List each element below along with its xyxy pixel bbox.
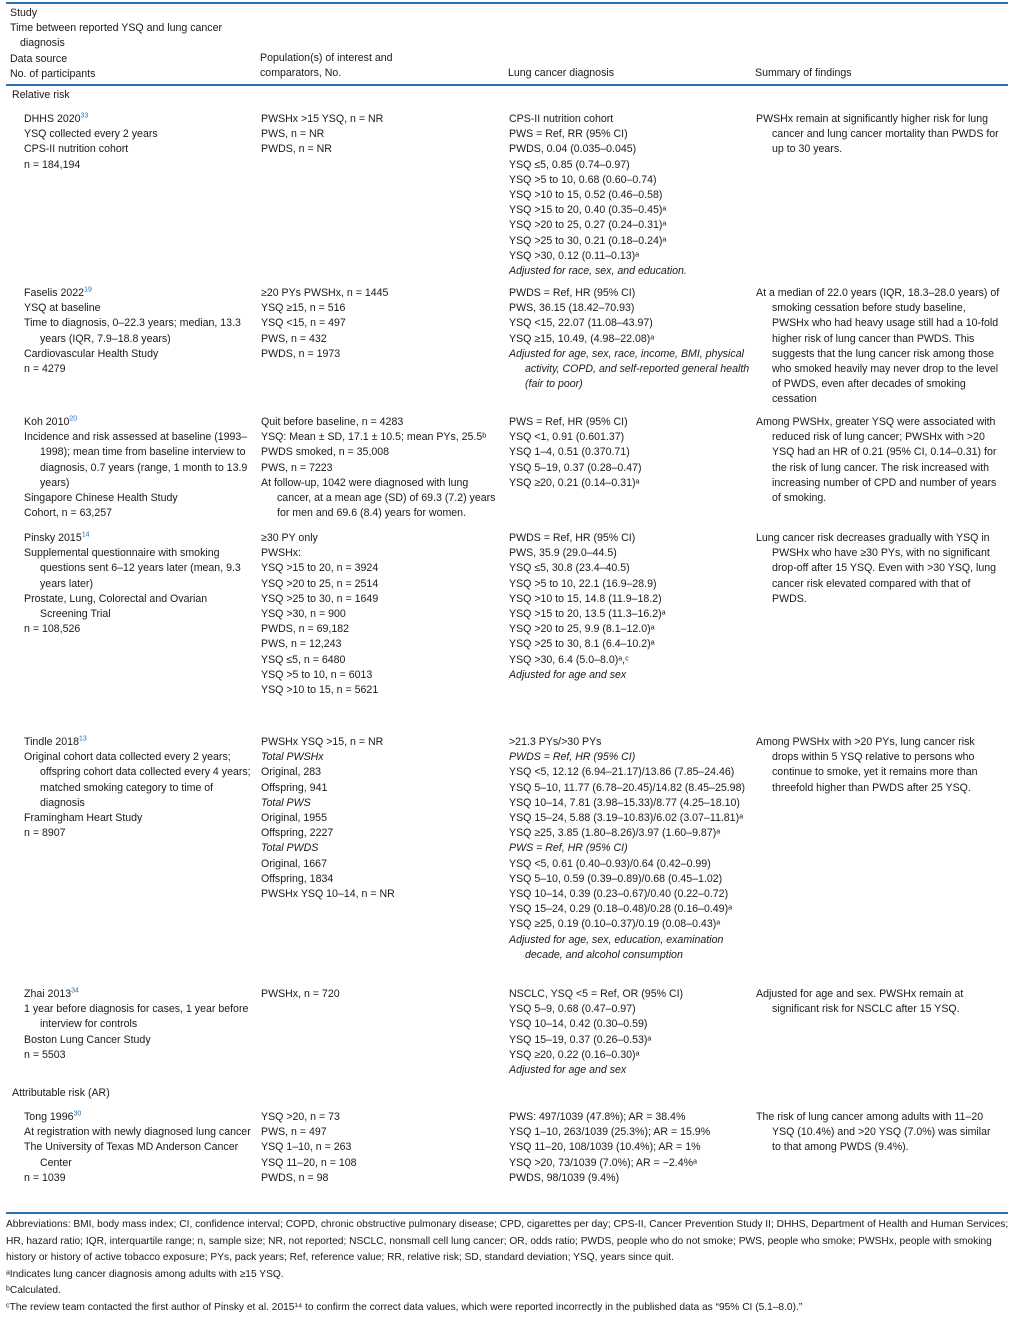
summary-cell-line: Adjusted for age and sex. PWSHx remain at significant risk for NSCLC after 15 YSQ. (756, 988, 964, 1016)
population-cell (261, 531, 501, 698)
summary-cell (756, 735, 1001, 796)
diagnosis-cell-line: YSQ 5–10, 11.77 (6.78–20.45)/14.82 (8.45–25.98) (509, 781, 745, 794)
diagnosis-cell-line: YSQ 11–20, 108/1039 (10.4%); AR = 1% (509, 1141, 701, 1154)
population-cell-line: YSQ >25 to 30, n = 1649 (261, 592, 379, 605)
study-reference[interactable]: 30 (73, 1110, 82, 1118)
study-reference[interactable]: 19 (84, 286, 92, 294)
diagnosis-cell-line: Adjusted for age and sex (509, 1064, 627, 1077)
study-name (24, 1110, 254, 1125)
summary-cell (756, 286, 1001, 408)
population-cell-line: PWS, n = 12,243 (261, 638, 342, 651)
population-cell-line: PWDS smoked, n = 35,008 (261, 446, 390, 459)
header-study: Study (10, 7, 38, 19)
diagnosis-cell-line: YSQ 5–10, 0.59 (0.39–0.89)/0.68 (0.45–1.02) (509, 872, 723, 885)
population-cell-line: YSQ <15, n = 497 (261, 317, 346, 330)
summary-cell (756, 531, 1001, 607)
footnote-rule (6, 1212, 1008, 1214)
diagnosis-cell-line: Adjusted for age and sex (509, 668, 627, 681)
diagnosis-cell (509, 987, 751, 1078)
diagnosis-cell-line: NSCLC, YSQ <5 = Ref, OR (95% CI) (509, 988, 684, 1000)
footnote-abbreviations: Abbreviations: BMI, body mass index; CI, confidence interval; COPD, chronic obstructive pulmonary disease; CPD, cigarettes per day; CPS-II, Cancer Prevention Study II; DHHS, Department of Health and Human Services; HR, hazard ratio; IQR, interquartile range; n, sample size; NR, not reported; NSCLC, nonsmall cell lung cancer; OR, odds ratio; PWDS, people who do not smoke; PWS, people who smoke; PWSHx, people with smoking history or history of active tobacco exposure; PYs, pack years; Ref, reference value; RR, relative risk; SD, standard deviation; YSQ, years since quit. (6, 1219, 1009, 1264)
header-time-line1: Time between reported YSQ and lung cancer (10, 22, 222, 35)
diagnosis-cell-line: PWDS = Ref, HR (95% CI) (509, 532, 636, 544)
diagnosis-cell-line: YSQ <1, 0.91 (0.601.37) (509, 431, 625, 444)
study-cell (24, 415, 254, 521)
diagnosis-cell-line: PWDS = Ref, HR (95% CI) (509, 751, 636, 764)
study-detail: Time to diagnosis, 0–22.3 years; median, 13.3 years (IQR, 7.9–18.8 years) (24, 317, 241, 345)
header-study-column (10, 6, 250, 82)
study-name (24, 987, 254, 1002)
summary-cell-line: Among PWSHx, greater YSQ were associated with reduced risk of lung cancer; PWSHx with >20 YSQ had an HR of 0.21 (95% CI, 0.14–0.31) for the risk of lung cancer. The risk increased with increasing number of CPD and number of years of smoking. (756, 416, 997, 505)
section-relative-risk: Relative risk (12, 89, 70, 101)
population-cell-line: Total PWS (261, 796, 311, 809)
study-detail: Supplemental questionnaire with smoking questions sent 6–12 years later (mean, 9.3 years later) (24, 547, 241, 590)
diagnosis-cell-line: YSQ 15–24, 5.88 (3.19–10.83)/6.02 (3.07–11.81)ᵃ (509, 812, 744, 825)
diagnosis-cell-line: YSQ ≥15, 10.49, (4.98–22.08)ᵃ (509, 332, 655, 345)
study-detail: Cohort, n = 63,257 (24, 507, 113, 520)
study-detail: YSQ at baseline (24, 302, 101, 315)
footnote-c: ᶜThe review team contacted the first author of Pinsky et al. 2015¹⁴ to confirm the correct data values, which were reported incorrectly in the published data as “95% CI (5.1–8.0).” (6, 1301, 803, 1313)
study-reference[interactable]: 14 (81, 531, 90, 539)
population-cell-line: Original, 1955 (261, 812, 327, 825)
diagnosis-cell (509, 531, 751, 683)
study-detail: Framingham Heart Study (24, 812, 143, 825)
diagnosis-cell-line: PWS: 497/1039 (47.8%); AR = 38.4% (509, 1111, 686, 1123)
diagnosis-cell-line: YSQ 1–4, 0.51 (0.370.71) (509, 446, 630, 459)
header-population-column (260, 51, 490, 81)
diagnosis-cell-line: Adjusted for age, sex, race, income, BMI, physical activity, COPD, and self-reported general health (fair to poor) (509, 347, 750, 391)
diagnosis-cell-line: YSQ >25 to 30, 0.21 (0.18–0.24)ᵃ (509, 234, 667, 247)
study-name-text: Pinsky 2015 (24, 532, 82, 544)
study-name (24, 415, 254, 430)
diagnosis-cell-line: Adjusted for race, sex, and education. (509, 265, 687, 278)
study-detail: YSQ collected every 2 years (24, 128, 158, 141)
population-cell-line: Original, 283 (261, 766, 322, 779)
summary-cell (756, 112, 1001, 158)
population-cell-line: YSQ >10 to 15, n = 5621 (261, 684, 379, 697)
footnote-b: ᵇCalculated. (6, 1285, 61, 1297)
study-detail: n = 184,194 (24, 158, 81, 171)
diagnosis-cell-line: YSQ 10–14, 7.81 (3.98–15.33)/8.77 (4.25–18.10) (509, 796, 740, 809)
diagnosis-cell-line: YSQ ≤5, 30.8 (23.4–40.5) (509, 562, 630, 575)
summary-cell (756, 415, 1001, 506)
population-cell-line: YSQ >20, n = 73 (261, 1111, 340, 1123)
summary-cell (756, 1110, 1001, 1156)
diagnosis-cell-line: YSQ >30, 0.12 (0.11–0.13)ᵃ (509, 249, 640, 262)
study-cell (24, 531, 254, 637)
study-reference[interactable]: 20 (69, 415, 78, 423)
population-cell-line: PWSHx: (261, 547, 302, 560)
study-name (24, 531, 254, 546)
footnote-a: ᵃIndicates lung cancer diagnosis among adults with ≥15 YSQ. (6, 1268, 284, 1280)
diagnosis-cell-line: YSQ >15 to 20, 0.40 (0.35–0.45)ᵃ (509, 204, 667, 217)
diagnosis-cell-line: PWDS = Ref, HR (95% CI) (509, 287, 636, 299)
diagnosis-cell-line: CPS-II nutrition cohort (509, 113, 614, 125)
diagnosis-cell-line: PWS, 35.9 (29.0–44.5) (509, 547, 617, 560)
population-cell-line: YSQ 1–10, n = 263 (261, 1141, 352, 1154)
header-population-line2: comparators, No. (260, 67, 342, 80)
diagnosis-cell-line: PWS = Ref, HR (95% CI) (509, 842, 628, 855)
diagnosis-cell-line: YSQ >20 to 25, 0.27 (0.24–0.31)ᵃ (509, 219, 667, 232)
header-time-line2: diagnosis (20, 37, 65, 50)
population-cell-line: ≥20 PYs PWSHx, n = 1445 (261, 287, 389, 299)
study-detail: n = 1039 (24, 1171, 66, 1184)
diagnosis-cell-line: YSQ ≥25, 3.85 (1.80–8.26)/3.97 (1.60–9.87)ᵃ (509, 827, 721, 840)
population-cell-line: YSQ >30, n = 900 (261, 608, 346, 621)
study-detail: n = 8907 (24, 827, 66, 840)
summary-cell (756, 987, 1001, 1017)
header-data-source: Data source (10, 52, 68, 65)
header-summary: Summary of findings (755, 67, 852, 79)
diagnosis-cell-line: YSQ <5, 0.61 (0.40–0.93)/0.64 (0.42–0.99) (509, 857, 711, 870)
study-name-text: Zhai 2013 (24, 988, 72, 1000)
population-cell-line: Offspring, 2227 (261, 827, 334, 840)
study-reference[interactable]: 33 (80, 112, 89, 120)
diagnosis-cell-line: YSQ ≥20, 0.21 (0.14–0.31)ᵃ (509, 476, 640, 489)
diagnosis-cell-line: YSQ ≥25, 0.19 (0.10–0.37)/0.19 (0.08–0.43)ᵃ (509, 918, 721, 931)
population-cell-line: ≥30 PY only (261, 532, 318, 544)
diagnosis-cell-line: YSQ 1–10, 263/1039 (25.3%); AR = 15.9% (509, 1126, 711, 1139)
population-cell-line: Original, 1667 (261, 857, 327, 870)
study-detail: At registration with newly diagnosed lung cancer (24, 1126, 251, 1139)
population-cell (261, 735, 501, 902)
diagnosis-cell-line: YSQ 15–24, 0.29 (0.18–0.48)/0.28 (0.16–0.49)ᵃ (509, 903, 733, 916)
diagnosis-cell (509, 415, 751, 491)
diagnosis-cell-line: YSQ >10 to 15, 0.52 (0.46–0.58) (509, 189, 663, 202)
study-cell (24, 735, 254, 841)
study-name-text: DHHS 2020 (24, 113, 81, 125)
study-name (24, 735, 254, 750)
study-name (24, 286, 254, 301)
population-cell-line: YSQ >5 to 10, n = 6013 (261, 668, 373, 681)
population-cell-line: Total PWSHx (261, 751, 324, 764)
diagnosis-cell-line: YSQ ≥20, 0.22 (0.16–0.30)ᵃ (509, 1048, 640, 1061)
diagnosis-cell-line: PWS, 36.15 (18.42–70.93) (509, 302, 635, 315)
study-detail: Prostate, Lung, Colorectal and Ovarian Screening Trial (24, 592, 208, 621)
population-cell-line: PWDS, n = NR (261, 143, 332, 156)
population-cell (261, 1110, 501, 1186)
diagnosis-cell (509, 286, 751, 392)
study-name-text: Faselis 2022 (24, 287, 85, 299)
study-name-text: Tindle 2018 (24, 736, 79, 748)
population-cell (261, 415, 501, 521)
diagnosis-cell-line: YSQ >20 to 25, 9.9 (8.1–12.0)ᵃ (509, 623, 655, 636)
population-cell-line: PWDS, n = 1973 (261, 347, 341, 360)
population-cell-line: PWSHx YSQ >15, n = NR (261, 736, 384, 748)
diagnosis-cell-line: YSQ 15–19, 0.37 (0.26–0.53)ᵃ (509, 1033, 652, 1046)
diagnosis-cell-line: YSQ >30, 6.4 (5.0–8.0)ᵃ,ᶜ (509, 653, 629, 666)
diagnosis-cell-line: YSQ 5–19, 0.37 (0.28–0.47) (509, 461, 642, 474)
diagnosis-cell-line: YSQ >20, 73/1039 (7.0%); AR = −2.4%ᵃ (509, 1156, 697, 1169)
study-detail: Singapore Chinese Health Study (24, 492, 178, 505)
study-cell (24, 286, 254, 377)
population-cell-line: YSQ >20 to 25, n = 2514 (261, 577, 379, 590)
study-reference[interactable]: 13 (78, 735, 87, 743)
diagnosis-cell-line: YSQ >10 to 15, 14.8 (11.9–18.2) (509, 592, 662, 605)
study-cell (24, 987, 254, 1063)
footnotes (6, 1217, 1010, 1317)
population-cell (261, 286, 501, 362)
diagnosis-cell-line: YSQ >5 to 10, 22.1 (16.9–28.9) (509, 577, 657, 590)
summary-cell-line: PWSHx remain at significantly higher risk for lung cancer and lung cancer mortality than PWDS for up to 30 years. (756, 113, 999, 156)
header-diagnosis-column (508, 66, 738, 81)
study-cell (24, 112, 254, 173)
diagnosis-cell-line: PWS = Ref, RR (95% CI) (509, 128, 628, 141)
population-cell-line: YSQ ≤5, n = 6480 (261, 653, 346, 666)
diagnosis-cell (509, 112, 751, 279)
diagnosis-cell-line: YSQ 10–14, 0.39 (0.23–0.67)/0.40 (0.22–0.72) (509, 888, 729, 901)
study-name-text: Koh 2010 (24, 416, 70, 428)
population-cell-line: PWS, n = 7223 (261, 461, 333, 474)
population-cell-line: YSQ: Mean ± SD, 17.1 ± 10.5; mean PYs, 25.5ᵇ (261, 431, 487, 444)
population-cell-line: PWSHx YSQ 10–14, n = NR (261, 888, 395, 901)
study-name (24, 112, 254, 127)
diagnosis-cell-line: >21.3 PYs/>30 PYs (509, 736, 602, 748)
population-cell-line: At follow-up, 1042 were diagnosed with lung cancer, at a mean age (SD) of 69.3 (7.2) years for men and 69.6 (8.4) years for women. (261, 476, 496, 520)
diagnosis-cell-line: YSQ ≤5, 0.85 (0.74–0.97) (509, 158, 630, 171)
header-diagnosis: Lung cancer diagnosis (508, 67, 615, 79)
section-attributable-risk: Attributable risk (AR) (12, 1087, 110, 1099)
diagnosis-cell-line: YSQ <15, 22.07 (11.08–43.97) (509, 317, 653, 330)
population-cell-line: YSQ 11–20, n = 108 (261, 1156, 357, 1169)
study-detail: n = 108,526 (24, 623, 81, 636)
diagnosis-cell-line: Adjusted for age, sex, education, examination decade, and alcohol consumption (509, 933, 724, 961)
diagnosis-cell-line: YSQ >25 to 30, 8.1 (6.4–10.2)ᵃ (509, 638, 655, 651)
diagnosis-cell-line: YSQ 5–9, 0.68 (0.47–0.97) (509, 1003, 636, 1016)
diagnosis-cell-line: YSQ 10–14, 0.42 (0.30–0.59) (509, 1018, 648, 1031)
population-cell-line: PWDS, n = 98 (261, 1171, 329, 1184)
population-cell-line: YSQ >15 to 20, n = 3924 (261, 562, 379, 575)
study-detail: Boston Lung Cancer Study (24, 1033, 151, 1046)
header-participants: No. of participants (10, 67, 96, 80)
population-cell-line: PWS, n = NR (261, 128, 325, 141)
header-rule (6, 84, 1008, 86)
population-cell (261, 987, 501, 1002)
diagnosis-cell-line: YSQ >5 to 10, 0.68 (0.60–0.74) (509, 173, 657, 186)
population-cell-line: PWSHx, n = 720 (261, 988, 340, 1000)
diagnosis-cell-line: PWDS, 0.04 (0.035–0.045) (509, 143, 637, 156)
population-cell-line: Offspring, 1834 (261, 872, 334, 885)
diagnosis-cell (509, 735, 751, 963)
header-population-line1: Population(s) of interest and (260, 52, 393, 64)
table-header (0, 6, 1010, 84)
population-cell-line: PWS, n = 432 (261, 332, 327, 345)
population-cell-line: PWS, n = 497 (261, 1126, 327, 1139)
study-detail: n = 4279 (24, 363, 66, 376)
header-summary-column (755, 66, 1005, 81)
study-detail: 1 year before diagnosis for cases, 1 year before interview for controls (24, 1003, 249, 1031)
diagnosis-cell-line: PWS = Ref, HR (95% CI) (509, 416, 628, 428)
study-cell (24, 1110, 254, 1186)
study-reference[interactable]: 34 (71, 987, 79, 995)
study-detail: Cardiovascular Health Study (24, 347, 159, 360)
diagnosis-cell (509, 1110, 751, 1186)
study-detail: CPS-II nutrition cohort (24, 143, 129, 156)
population-cell-line: PWSHx >15 YSQ, n = NR (261, 113, 384, 125)
population-cell-line: Offspring, 941 (261, 781, 328, 794)
study-detail: Original cohort data collected every 2 years; offspring cohort data collected every 4 years; matched smoking category to time of diagnosis (24, 751, 251, 809)
population-cell-line: PWDS, n = 69,182 (261, 623, 350, 636)
summary-cell-line: Among PWSHx with >20 PYs, lung cancer risk drops within 5 YSQ relative to persons who continue to smoke, yet it remains more than threefold higher than PWDS after 25 YSQ. (756, 736, 978, 794)
diagnosis-cell-line: YSQ >15 to 20, 13.5 (11.3–16.2)ᵃ (509, 608, 666, 621)
population-cell-line: YSQ ≥15, n = 516 (261, 302, 346, 315)
summary-cell-line: At a median of 22.0 years (IQR, 18.3–28.0 years) of smoking cessation before study baseline, PWSHx who had heavy usage still had a 10-fold higher risk of lung cancer than PWDS. This suggests that the lung cancer risk among those who smoked heavily may never drop to the level of PWDS, even after decades of smoking cessation (756, 287, 1000, 406)
study-name-text: Tong 1996 (24, 1111, 74, 1123)
population-cell (261, 112, 501, 158)
study-detail: Incidence and risk assessed at baseline (1993–1998); mean time from baseline interview to diagnosis, 0.7 years (range, 1 month to 13.9 years) (24, 431, 248, 489)
study-detail: The University of Texas MD Anderson Cancer Center (24, 1141, 239, 1169)
summary-cell-line: The risk of lung cancer among adults with 11–20 YSQ (10.4%) and >20 YSQ (7.0%) was similar to that among PWDS (9.4%). (756, 1111, 991, 1154)
study-detail: n = 5503 (24, 1048, 66, 1061)
top-rule (6, 2, 1008, 4)
population-cell-line: Quit before baseline, n = 4283 (261, 416, 404, 428)
diagnosis-cell-line: YSQ <5, 12.12 (6.94–21.17)/13.86 (7.85–24.46) (509, 766, 735, 779)
summary-cell-line: Lung cancer risk decreases gradually with YSQ in PWSHx who have ≥30 PYs, with no significant drop-off after 15 YSQ. Even with >30 YSQ, lung cancer risk elevated compared with that of PWDS. (756, 532, 997, 605)
diagnosis-cell-line: PWDS, 98/1039 (9.4%) (509, 1171, 620, 1184)
population-cell-line: Total PWDS (261, 842, 319, 855)
